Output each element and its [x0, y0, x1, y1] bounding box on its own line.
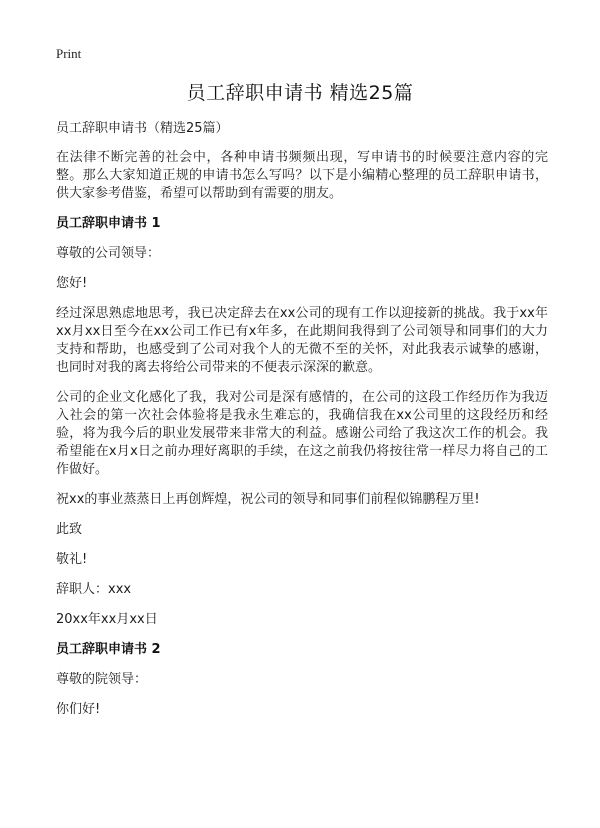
intro-paragraph: 在法律不断完善的社会中，各种申请书频频出现，写申请书的时候要注意内容的完整。那么大家知道正规的申请书怎么写吗？以下是小编精心整理的员工辞职申请书，供大家参考借鉴，希望可以帮助到有需要的朋友。	[56, 150, 548, 201]
letter-1-paragraph-2: 公司的企业文化感化了我，我对公司是深有感情的，在公司的这段工作经历作为我迈入社会的第一次社会体验将是我永生难忘的，我确信我在xx公司里的这段经历和经验，将为我今后的职业发展带来非常大的利益。感谢公司给了我这次工作的机会。我希望能在x月x日之前办理好离职的手续，在这之前我仍将按往常一样尽力将自己的工作做好。	[56, 390, 548, 477]
letter-1-heading: 员工辞职申请书 1	[56, 216, 161, 231]
letter-1-closing-2: 敬礼!	[56, 552, 88, 567]
letter-1-paragraph-3: 祝xx的事业蒸蒸日上再创辉煌，祝公司的领导和同事们前程似锦鹏程万里!	[56, 492, 480, 507]
letter-1-date: 20xx年xx月xx日	[56, 612, 158, 627]
print-link[interactable]: Print	[56, 46, 82, 61]
letter-2-heading: 员工辞职申请书 2	[56, 642, 161, 657]
page-title: 员工辞职申请书 精选25篇	[186, 82, 414, 104]
document-body	[56, 120, 548, 731]
letter-1-paragraph-1: 经过深思熟虑地思考，我已决定辞去在xx公司的现有工作以迎接新的挑战。我于xx年xx月xx日至今在xx公司工作已有x年多，在此期间我得到了公司领导和同事们的大力支持和帮助，也感受到了公司对我个人的无微不至的关怀，对此我表示诚挚的感谢，也同时对我的离去将给公司带来的不便表示深深的歉意。	[56, 306, 548, 375]
letter-1-closing-1: 此致	[56, 522, 83, 537]
document-subtitle: 员工辞职申请书（精选25篇）	[56, 121, 229, 136]
letter-1-greeting: 您好!	[56, 276, 88, 291]
letter-1-salutation: 尊敬的公司领导：	[56, 246, 161, 261]
letter-2-greeting: 你们好!	[56, 702, 101, 717]
letter-1-signature: 辞职人：xxx	[56, 582, 132, 597]
letter-2-salutation: 尊敬的院领导：	[56, 672, 148, 687]
